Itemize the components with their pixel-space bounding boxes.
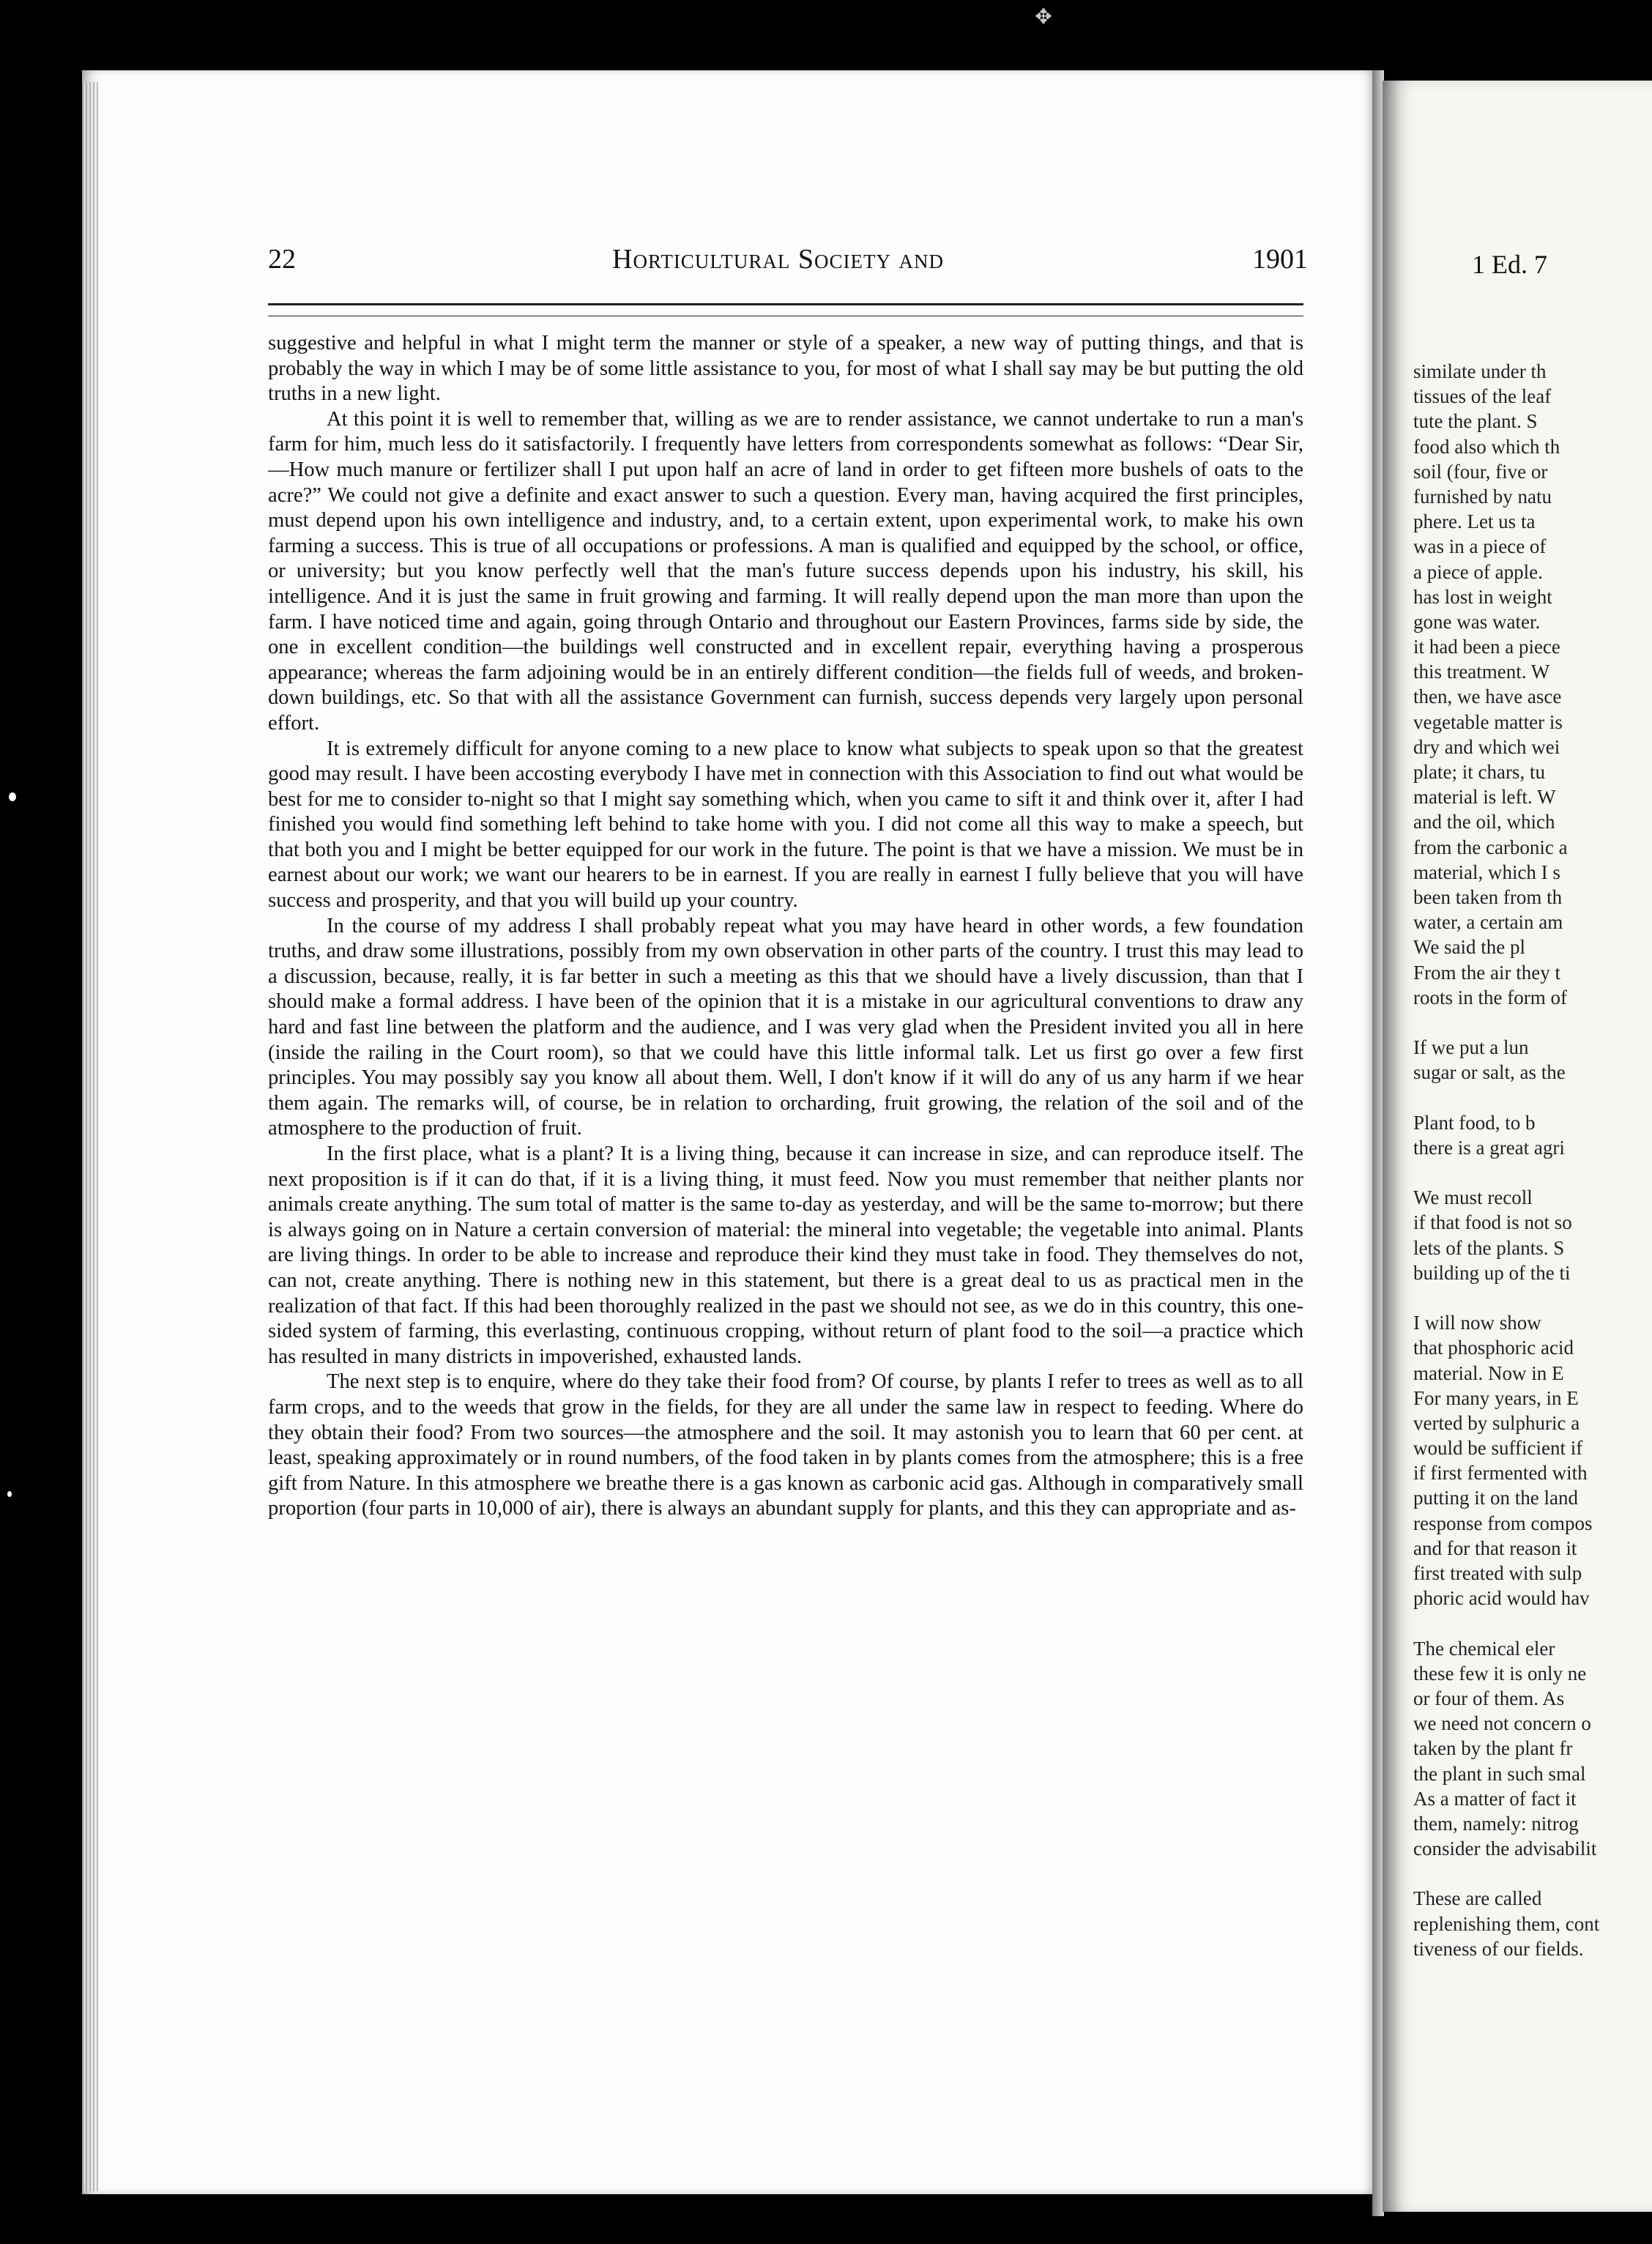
right-page-line: phere. Let us ta	[1413, 510, 1536, 533]
right-page-line: and the oil, which	[1413, 811, 1555, 833]
page-edge-shading	[82, 82, 98, 2191]
right-page-line: These are called	[1413, 1887, 1542, 1910]
right-page-line: similate under th	[1413, 360, 1547, 382]
right-running-head: 1 Ed. 7	[1472, 250, 1547, 279]
right-page-line: these few it is only ne	[1413, 1662, 1587, 1684]
running-year: 1901	[1252, 244, 1308, 275]
right-page-line: response from compos	[1413, 1512, 1593, 1534]
right-page-line: I will now show	[1413, 1312, 1541, 1334]
top-ornament: ✥	[1035, 4, 1052, 29]
paragraph: It is extremely difficult for anyone coming to a new place to know what subjects to speak upon so that the greatest good may result. I have been accosting everybody I have met in connection with this Association to find out what would be best for me to consider to-night so that I might say something which, when you came to sift it and think over it, after I had finished you would find something left behind to take home with you. I did not come all this way to make a speech, but that both you and I might be better equipped for our work in the future. The point is that we have a mission. We must be in earnest about our work; we want our hearers to be in earnest. If you are really in earnest I fully believe that you will have success and prosperity, and that you will build up your country.	[268, 737, 1303, 913]
right-page-line: material, which I s	[1413, 861, 1560, 883]
paragraph: The next step is to enquire, where do they take their food from? Of course, by plants I refer to trees as well as to all farm crops, and to the weeds that grow in the fields, for they are all under the same law in respect to feeding. Where do they obtain their food? From two sources—the atmosphere and the soil. It may astonish you to learn that 60 per cent. at least, speaking approximately or in round numbers, of the food taken in by plants comes from the atmosphere; this is a free gift from Nature. In this atmosphere we breathe there is a gas known as carbonic acid gas. Although in comparatively small proportion (four parts in 10,000 of air), there is always an abundant supply for plants, and this they can appropriate and as-	[268, 1370, 1303, 1520]
right-page-line: replenishing them, cont	[1413, 1912, 1600, 1935]
running-head	[268, 243, 1308, 280]
right-page-line: this treatment. W	[1413, 661, 1550, 683]
right-page-line: gone was water.	[1413, 610, 1541, 633]
right-page-line: soil (four, five or	[1413, 460, 1548, 483]
right-page-line: been taken from th	[1413, 885, 1563, 908]
right-page-line: a piece of apple.	[1413, 560, 1543, 583]
right-page-line	[1413, 1610, 1652, 1635]
right-page-line: has lost in weight	[1413, 585, 1552, 608]
page-number: 22	[268, 244, 296, 275]
scan-speck	[7, 1491, 12, 1497]
right-page-line: sugar or salt, as the	[1413, 1061, 1566, 1084]
right-page-line: The chemical eler	[1413, 1637, 1555, 1660]
right-page-line: We said the pl	[1413, 936, 1526, 959]
right-page-line: was in a piece of	[1413, 535, 1547, 558]
running-title: Horticultural Society and	[612, 244, 944, 275]
right-page-line: water, a certain am	[1413, 911, 1563, 934]
right-page-line: building up of the ti	[1413, 1261, 1571, 1284]
right-page-line: there is a great agri	[1413, 1136, 1565, 1159]
right-page-line: lets of the plants. S	[1413, 1236, 1565, 1259]
paragraph: suggestive and helpful in what I might term the manner or style of a speaker, a new way of putting things, and that is probably the way in which I may be of some little assistance to you, for most of what I shall say may be but putting the old truths in a new light.	[268, 332, 1303, 406]
right-page-line: For many years, in E	[1413, 1386, 1579, 1409]
right-page-line	[1413, 1010, 1652, 1035]
right-page-line	[1413, 1085, 1652, 1110]
right-page-line: that phosphoric acid	[1413, 1337, 1574, 1359]
right-page-line: we need not concern o	[1413, 1712, 1591, 1735]
right-page-line: tissues of the leaf	[1413, 385, 1552, 408]
right-page-line: tute the plant. S	[1413, 410, 1538, 433]
scan-speck	[9, 792, 16, 801]
right-page-line: then, we have asce	[1413, 686, 1562, 708]
right-page-line: the plant in such smal	[1413, 1762, 1586, 1785]
right-page-line: vegetable matter is	[1413, 710, 1563, 733]
right-page-line: taken by the plant fr	[1413, 1737, 1573, 1760]
right-page-line: them, namely: nitrog	[1413, 1812, 1579, 1835]
right-page-line: furnished by natu	[1413, 485, 1552, 508]
right-page-line: and for that reason it	[1413, 1537, 1577, 1559]
right-page-line: from the carbonic a	[1413, 836, 1568, 858]
right-page-line: If we put a lun	[1413, 1036, 1529, 1059]
right-page-line: would be sufficient if	[1413, 1437, 1583, 1460]
right-page-line: putting it on the land	[1413, 1487, 1578, 1509]
right-page-line: material is left. W	[1413, 786, 1556, 809]
right-page-line: it had been a piece	[1413, 636, 1560, 658]
right-page-line: As a matter of fact it	[1413, 1787, 1577, 1810]
right-page-line: first treated with sulp	[1413, 1562, 1582, 1584]
header-rule	[268, 303, 1303, 316]
right-page-line: roots in the form of	[1413, 986, 1567, 1008]
right-page-line	[1413, 1160, 1652, 1185]
paragraph: In the first place, what is a plant? It is a living thing, because it can increase in size, and can reproduce itself. The next proposition is if it can do that, if it is a living thing, it must feed. Now you must remember that neither plants nor animals create anything. The sum total of matter is the same to-day as yesterday, and will be the same to-morrow; but there is always going on in Nature a certain conversion of material: the mineral into vegetable; the vegetable into animal. Plants are living things. In order to be able to increase and reproduce their kind they must take in food. They themselves do not, can not, create anything. There is nothing new in this statement, but there is a great deal to us as practical men in the realization of that fact. If this had been thoroughly realized in the past we should not see, as we do in this country, this one-sided system of farming, this everlasting, continuous cropping, without return of plant food to the soil—a practice which has resulted in many districts in impoverished, exhausted lands.	[268, 1143, 1303, 1368]
right-page-line: We must recoll	[1413, 1186, 1533, 1209]
body-text	[268, 331, 1303, 1522]
right-page-line: Plant food, to b	[1413, 1111, 1536, 1134]
paragraph: In the course of my address I shall probably repeat what you may have heard in other words, a few foundation truths, and draw some illustrations, possibly from my own observation in other parts of the country. I trust this may lead to a discussion, because, really, it is far better in such a meeting as this that we should have a lively discussion, than that I should make a formal address. I have been of the opinion that it is a mistake in our agricultural conventions to draw any hard and fast line between the platform and the audience, and I was very glad when the President invited you all in here (inside the railing in the Court room), so that we could have this little informal talk. Let us first go over a few first principles. You may possibly say you know all about them. Well, I don't know if it will do any of us any harm if we hear them again. The remarks will, of course, be in relation to orcharding, fruit growing, the relation of the soil and of the atmosphere to the production of fruit.	[268, 914, 1303, 1140]
right-page-line: tiveness of our fields.	[1413, 1937, 1584, 1960]
right-page-line: or four of them. As	[1413, 1687, 1565, 1709]
right-page-line: phoric acid would hav	[1413, 1587, 1590, 1610]
paragraph: At this point it is well to remember that, willing as we are to render assistance, we cannot undertake to run a man's farm for him, much less do it satisfactorily. I frequently have letters from correspondents somewhat as follows: “Dear Sir,—How much manure or fertilizer shall I put upon half an acre of land in order to get fifteen more bushels of oats to the acre?” We could not give a definite and exact answer to such a question. Every man, having acquired the first principles, must depend upon his own intelligence and industry, and, to a certain extent, upon experimental work, to make his own farming a success. This is true of all occupations or professions. A man is qualified and equipped by the school, or office, or university; but you know perfectly well that the man's future success depends upon his industry, his skill, his intelligence. And it is just the same in fruit growing and farming. It will really depend upon the man more than upon the farm. I have noticed time and again, going through Ontario and throughout our Eastern Provinces, farms side by side, the one in excellent condition—the buildings well constructed and in excellent repair, everything having a prosperous appearance; whereas the farm adjoining would be in an entirely different condition—the fields full of weeds, and broken-down buildings, etc. So that with all the assistance Government can furnish, success depends very largely upon personal effort.	[268, 407, 1303, 735]
right-page-line: food also which th	[1413, 435, 1560, 458]
right-page-line: material. Now in E	[1413, 1361, 1564, 1384]
right-page-line: verted by sulphuric a	[1413, 1411, 1580, 1434]
right-page-line: dry and which wei	[1413, 735, 1560, 758]
right-page-line	[1413, 1285, 1652, 1310]
right-page-line: if that food is not so	[1413, 1211, 1572, 1234]
right-page-line: plate; it chars, tu	[1413, 761, 1545, 783]
right-page-line: consider the advisabilit	[1413, 1838, 1597, 1860]
right-page-line: From the air they t	[1413, 961, 1560, 984]
right-page-line: if first fermented with	[1413, 1462, 1588, 1485]
right-page-line	[1413, 1861, 1652, 1886]
right-page-text	[1413, 359, 1652, 1961]
